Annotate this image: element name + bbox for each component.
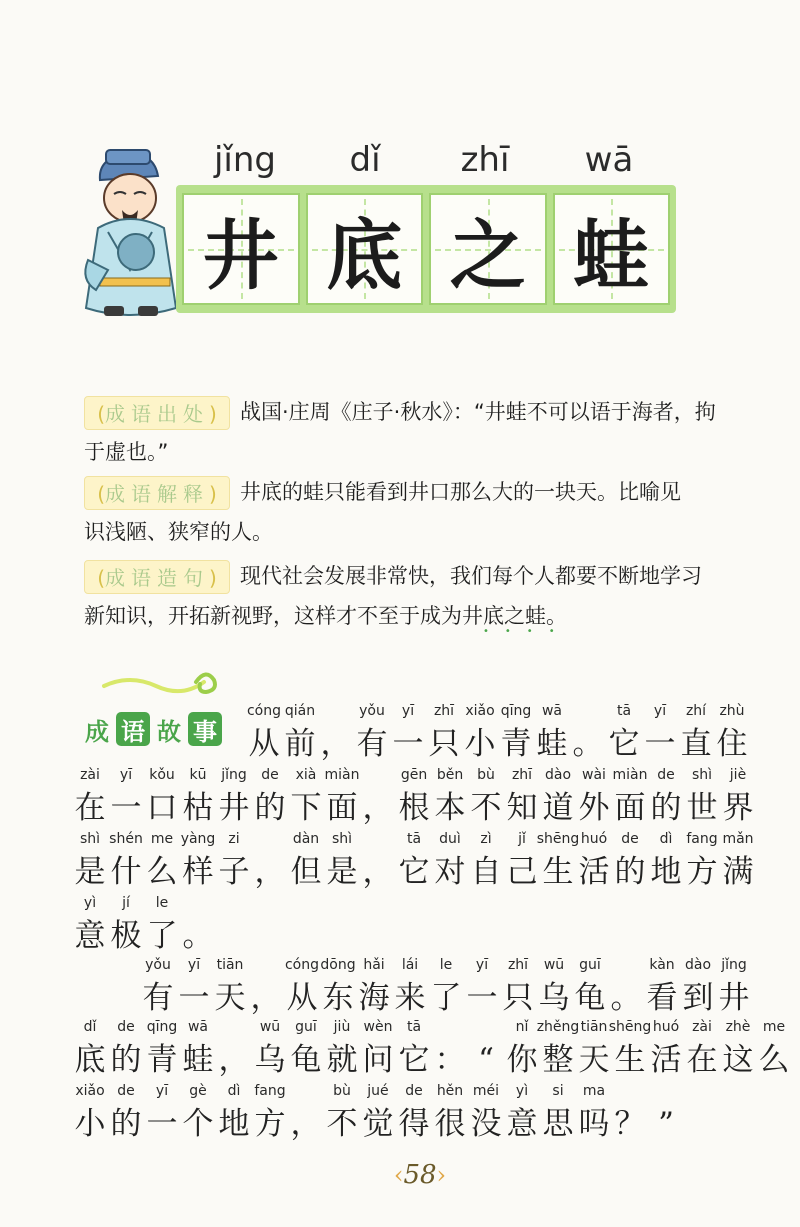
story-char-hanzi: 己 <box>506 854 538 890</box>
story-char-hanzi: 。 <box>610 980 642 1016</box>
story-char-hanzi: ， <box>218 1042 250 1078</box>
story-char-hanzi: ， <box>290 1106 322 1142</box>
story-char-pinyin: shì <box>331 831 353 847</box>
example-tag: (成语造句) <box>84 560 230 594</box>
idiom-source <box>84 392 744 472</box>
story-char-pinyin: de <box>657 767 675 783</box>
story-char-pinyin: yì <box>83 895 97 911</box>
story-char-pinyin: zi <box>228 831 240 847</box>
story-char-pinyin: yī <box>653 703 667 719</box>
story-char-pinyin: wū <box>259 1019 281 1035</box>
story-char-hanzi: 本 <box>434 790 466 826</box>
story-char-hanzi: 一 <box>644 726 676 762</box>
story-char-hanzi: ， <box>254 854 286 890</box>
story-char-pinyin: cóng <box>246 703 282 719</box>
story-char-pinyin: qīng <box>500 703 532 719</box>
story-char-hanzi: 小 <box>74 1106 106 1142</box>
meaning-tag-label: 成语解释 <box>105 482 209 506</box>
story-char-pinyin: bù <box>477 767 495 783</box>
story-char-hanzi: 地 <box>650 854 682 890</box>
story-char-hanzi: 一 <box>146 1106 178 1142</box>
story-char-hanzi: 么 <box>758 1042 790 1078</box>
story-char-hanzi: 活 <box>650 1042 682 1078</box>
story-char-pinyin: de <box>117 1083 135 1099</box>
story-char-hanzi: “ <box>478 1042 494 1078</box>
story-char <box>635 1080 697 1146</box>
story-char-hanzi: 意 <box>74 918 106 954</box>
story-char-pinyin: jiù <box>333 1019 351 1035</box>
story-char-pinyin: méi <box>472 1083 500 1099</box>
story-char-hanzi: 一 <box>110 790 142 826</box>
story-char-pinyin: tā <box>616 703 632 719</box>
story-char-pinyin: kū <box>189 767 207 783</box>
example-tag-label: 成语造句 <box>105 566 209 590</box>
story-char-pinyin: de <box>621 831 639 847</box>
title-char: 井 <box>202 210 279 300</box>
story-char-pinyin: me <box>762 1019 786 1035</box>
story-char-pinyin: zhí <box>685 703 707 719</box>
story-char-hanzi: 蛙 <box>182 1042 214 1078</box>
story-char-hanzi: 方 <box>686 854 718 890</box>
story-char-pinyin: guī <box>295 1019 317 1035</box>
story-char-hanzi: 井 <box>218 790 250 826</box>
story-char-hanzi: ， <box>320 726 352 762</box>
story-char-pinyin: jí <box>122 895 130 911</box>
story-char-hanzi: ， <box>362 854 394 890</box>
title-pinyin-3: zhī <box>460 140 510 180</box>
story-char-pinyin: bù <box>333 1083 351 1099</box>
meaning-tag: (成语解释) <box>84 476 230 510</box>
story-char <box>703 954 765 1020</box>
source-tag-label: 成语出处 <box>105 402 209 426</box>
story-char-pinyin: jǐng <box>221 767 247 783</box>
emphasis-dots: •••• <box>483 626 571 637</box>
cloud-swirl-icon <box>100 664 220 700</box>
story-char-hanzi: 青 <box>500 726 532 762</box>
story-char-pinyin: jué <box>367 1083 389 1099</box>
story-char-pinyin: guī <box>579 957 601 973</box>
story-char-hanzi: 枯 <box>182 790 214 826</box>
story-line <box>0 700 800 766</box>
example-text-line-2: 新知识，开拓新视野，这样才不至于成为井底之蛙。 <box>84 604 567 628</box>
source-tag: (成语出处) <box>84 396 230 430</box>
title-char: 蛙 <box>573 210 650 300</box>
page-number: ‹58› <box>393 1160 447 1190</box>
story-char-pinyin: de <box>117 1019 135 1035</box>
story-char-pinyin: kàn <box>649 957 675 973</box>
title-cell <box>429 193 547 305</box>
story-char-pinyin: dào <box>544 767 572 783</box>
story-char-hanzi: 有 <box>356 726 388 762</box>
story-char-hanzi: 它 <box>398 854 430 890</box>
story-char-pinyin: xiǎo <box>465 703 495 719</box>
story-char-hanzi: 住 <box>716 726 748 762</box>
story-char-pinyin: shì <box>79 831 101 847</box>
story-char-hanzi: 青 <box>146 1042 178 1078</box>
story-char-hanzi: 是 <box>326 854 358 890</box>
story-char-pinyin: me <box>150 831 174 847</box>
title-pinyin-4: wā <box>584 140 634 180</box>
story-char-pinyin: jǐng <box>721 957 747 973</box>
story-char-hanzi: 的 <box>650 790 682 826</box>
story-char-pinyin: lái <box>401 957 419 973</box>
story-char-hanzi: 口 <box>146 790 178 826</box>
story-char-hanzi: 你 <box>506 1042 538 1078</box>
story-char-pinyin: duì <box>439 831 461 847</box>
story-char-hanzi: 不 <box>470 790 502 826</box>
story-char-pinyin <box>635 1080 697 1102</box>
story-char-hanzi: 看 <box>646 980 678 1016</box>
story-char-hanzi: 活 <box>578 854 610 890</box>
story-char-hanzi: 了 <box>146 918 178 954</box>
story-char-hanzi: ， <box>250 980 282 1016</box>
story-char-hanzi: 很 <box>434 1106 466 1142</box>
story-line <box>0 892 800 958</box>
story-char-pinyin: huó <box>580 831 608 847</box>
story-tag-char: 事 <box>188 712 222 746</box>
story-char-hanzi: 面 <box>614 790 646 826</box>
story-char-pinyin: shì <box>691 767 713 783</box>
story-char-hanzi: 天 <box>578 1042 610 1078</box>
story-char-hanzi: 界 <box>722 790 754 826</box>
example-text-line-1: 现代社会发展非常快，我们每个人都要不断地学习 <box>240 564 702 588</box>
story-char-pinyin: shēng <box>608 1019 652 1035</box>
story-char-hanzi: 的 <box>614 854 646 890</box>
story-char-hanzi: 一 <box>392 726 424 762</box>
story-char-hanzi: 根 <box>398 790 430 826</box>
story-char-pinyin: gè <box>189 1083 207 1099</box>
story-char-hanzi: 东 <box>322 980 354 1016</box>
story-char-hanzi: ： <box>434 1042 466 1078</box>
story-char-hanzi: 什 <box>110 854 142 890</box>
story-char-hanzi: 地 <box>218 1106 250 1142</box>
title-char: 底 <box>326 210 403 300</box>
story-char-hanzi: 有 <box>142 980 174 1016</box>
story-char <box>743 1016 800 1082</box>
story-char-hanzi: 前 <box>284 726 316 762</box>
story-tag-char: 成 <box>85 717 109 746</box>
story-char-hanzi: 它 <box>398 1042 430 1078</box>
story-char-pinyin: yī <box>187 957 201 973</box>
story-char-pinyin: fang <box>686 831 718 847</box>
story-char-hanzi: 底 <box>74 1042 106 1078</box>
story-char-hanzi: 天 <box>214 980 246 1016</box>
story-char-hanzi: 蛙 <box>536 726 568 762</box>
story-char-pinyin: zài <box>692 1019 712 1035</box>
story-char-pinyin: dǐ <box>83 1019 97 1035</box>
story-char-pinyin: mǎn <box>722 831 754 847</box>
story-char-hanzi: 从 <box>248 726 280 762</box>
page-number-value: 58 <box>403 1160 437 1190</box>
story-char-hanzi: 自 <box>470 854 502 890</box>
story-char-hanzi: 小 <box>464 726 496 762</box>
story-char-hanzi: ” <box>658 1106 674 1142</box>
story-char-pinyin: běn <box>436 767 464 783</box>
story-char-hanzi: 外 <box>578 790 610 826</box>
story-char-hanzi: 下 <box>290 790 322 826</box>
story-char-pinyin: yàng <box>180 831 216 847</box>
story-char-pinyin: hǎi <box>363 957 385 973</box>
story-char-hanzi: 面 <box>326 790 358 826</box>
story-char-pinyin: gēn <box>400 767 428 783</box>
story-char-hanzi: 道 <box>542 790 574 826</box>
story-char-pinyin: qián <box>284 703 316 719</box>
story-char-hanzi: 么 <box>146 854 178 890</box>
story-char-pinyin: tiān <box>216 957 244 973</box>
story-char-pinyin: wèn <box>363 1019 393 1035</box>
story-char-hanzi: 龟 <box>290 1042 322 1078</box>
title-cell <box>553 193 671 305</box>
story-char-pinyin: nǐ <box>515 1019 529 1035</box>
story-char-hanzi: 生 <box>614 1042 646 1078</box>
story-char-pinyin: jiè <box>729 767 747 783</box>
story-char-pinyin: zì <box>480 831 492 847</box>
story-char-pinyin: le <box>439 957 453 973</box>
story-char-pinyin: xiǎo <box>75 1083 105 1099</box>
story-char-pinyin: dōng <box>320 957 356 973</box>
story-char-hanzi: ？ <box>614 1106 646 1142</box>
story-line <box>0 764 800 830</box>
story-char-pinyin: wā <box>541 703 563 719</box>
story-char-hanzi: 从 <box>286 980 318 1016</box>
story-char-pinyin: de <box>405 1083 423 1099</box>
story-char-pinyin: wā <box>187 1019 209 1035</box>
story-line <box>0 954 800 1020</box>
story-char-pinyin: zhī <box>507 957 529 973</box>
story-line <box>0 1080 800 1146</box>
story-char-pinyin: miàn <box>324 767 360 783</box>
title-pinyin-1: jǐng <box>213 140 277 180</box>
story-char-pinyin: zhù <box>719 703 745 719</box>
story-char-pinyin: kǒu <box>149 767 175 783</box>
story-char-hanzi: 得 <box>398 1106 430 1142</box>
story-char-pinyin: wài <box>582 767 606 783</box>
story-char-hanzi: 来 <box>394 980 426 1016</box>
story-char-hanzi: 问 <box>362 1042 394 1078</box>
story-char-pinyin: si <box>552 1083 564 1099</box>
story-char-hanzi: 的 <box>254 790 286 826</box>
story-char-pinyin: dào <box>684 957 712 973</box>
story-char-pinyin: yǒu <box>145 957 171 973</box>
story-char-hanzi: 意 <box>506 1106 538 1142</box>
story-char-pinyin: zhī <box>511 767 533 783</box>
title-char: 之 <box>449 210 526 300</box>
story-char-hanzi: 一 <box>178 980 210 1016</box>
source-text-line-2: 于虚也。” <box>84 440 169 464</box>
story-char-hanzi: 不 <box>326 1106 358 1142</box>
story-char-pinyin: yǒu <box>359 703 385 719</box>
meaning-text-line-1: 井底的蛙只能看到井口那么大的一块天。比喻见 <box>240 480 681 504</box>
story-line <box>0 828 800 894</box>
story-char-hanzi: 乌 <box>254 1042 286 1078</box>
title-box <box>176 185 676 313</box>
story-char-pinyin: zài <box>80 767 100 783</box>
meaning-text-line-2: 识浅陋、狭窄的人。 <box>84 520 273 544</box>
story-char-hanzi: 样 <box>182 854 214 890</box>
title-cell <box>182 193 300 305</box>
story-char-pinyin: tā <box>406 831 422 847</box>
story-char-hanzi: 没 <box>470 1106 502 1142</box>
story-line <box>0 1016 800 1082</box>
story-char-pinyin: yī <box>475 957 489 973</box>
source-text-line-1: 战国·庄周《庄子·秋水》：“井蛙不可以语于海者，拘 <box>240 400 716 424</box>
story-char-hanzi: 吗 <box>578 1106 610 1142</box>
story-char-hanzi: 一 <box>466 980 498 1016</box>
story-char-pinyin: hěn <box>436 1083 464 1099</box>
story-char-hanzi: 。 <box>572 726 604 762</box>
story-char-hanzi: 到 <box>682 980 714 1016</box>
story-char-hanzi: 这 <box>722 1042 754 1078</box>
story-char-pinyin: tā <box>406 1019 422 1035</box>
story-char-hanzi: 思 <box>542 1106 574 1142</box>
title-pinyin-2: dǐ <box>349 140 381 180</box>
story-char-pinyin: yì <box>515 1083 529 1099</box>
scholar-illustration <box>78 140 190 320</box>
story-tag-char: 故 <box>157 717 181 746</box>
story-char-hanzi: 对 <box>434 854 466 890</box>
story-char-hanzi: 它 <box>608 726 640 762</box>
story-tag-char: 语 <box>116 712 150 746</box>
story-char-pinyin: qīng <box>146 1019 178 1035</box>
story-char-pinyin: yī <box>155 1083 169 1099</box>
story-char <box>167 892 229 958</box>
story-char-hanzi: 直 <box>680 726 712 762</box>
story-char-hanzi: 子 <box>218 854 250 890</box>
story-char <box>701 700 763 766</box>
story-char-hanzi: 海 <box>358 980 390 1016</box>
story-char-pinyin: xià <box>295 767 317 783</box>
story-char-hanzi: 生 <box>542 854 574 890</box>
story-char-pinyin: yī <box>401 703 415 719</box>
story-char-hanzi: 井 <box>718 980 750 1016</box>
story-char-pinyin: dàn <box>292 831 320 847</box>
story-char-pinyin: cóng <box>284 957 320 973</box>
story-char-hanzi: 龟 <box>574 980 606 1016</box>
story-char-hanzi: 世 <box>686 790 718 826</box>
story-char-pinyin: shén <box>109 831 143 847</box>
story-char-pinyin: jǐ <box>518 831 526 847</box>
story-char-pinyin: fang <box>254 1083 286 1099</box>
story-char-hanzi: 知 <box>506 790 538 826</box>
story-char-pinyin: shēng <box>536 831 580 847</box>
story-char-hanzi: 在 <box>74 790 106 826</box>
story-char-hanzi: 了 <box>430 980 462 1016</box>
story-char-pinyin <box>167 892 229 914</box>
story-char-hanzi: 满 <box>722 854 754 890</box>
story-char-hanzi: 是 <box>74 854 106 890</box>
story-char-hanzi: 觉 <box>362 1106 394 1142</box>
story-char-hanzi: 的 <box>110 1106 142 1142</box>
story-char-pinyin: tiān <box>580 1019 608 1035</box>
story-char-pinyin: yī <box>119 767 133 783</box>
story-char-hanzi: 只 <box>502 980 534 1016</box>
story-char-hanzi: 极 <box>110 918 142 954</box>
story-char-hanzi: 在 <box>686 1042 718 1078</box>
story-char-pinyin: zhī <box>433 703 455 719</box>
idiom-meaning <box>84 472 744 552</box>
story-char-pinyin: dì <box>227 1083 241 1099</box>
story-char <box>707 764 769 830</box>
story-char-pinyin: wū <box>543 957 565 973</box>
story-char-hanzi: 乌 <box>538 980 570 1016</box>
story-char-hanzi: 的 <box>110 1042 142 1078</box>
story-char-hanzi: 个 <box>182 1106 214 1142</box>
story-char-pinyin: dì <box>659 831 673 847</box>
idiom-example <box>84 556 744 636</box>
story-char <box>707 828 769 894</box>
story-char-pinyin: ma <box>582 1083 606 1099</box>
title-cell <box>306 193 424 305</box>
story-char-pinyin: le <box>155 895 169 911</box>
story-char-hanzi: ， <box>362 790 394 826</box>
story-char-pinyin: zhè <box>725 1019 751 1035</box>
story-char-hanzi: 只 <box>428 726 460 762</box>
story-char-hanzi: 就 <box>326 1042 358 1078</box>
story-char-pinyin: de <box>261 767 279 783</box>
story-char-pinyin: zhěng <box>536 1019 580 1035</box>
story-char-hanzi: 。 <box>182 918 214 954</box>
story-char-hanzi: 整 <box>542 1042 574 1078</box>
story-char-hanzi: 方 <box>254 1106 286 1142</box>
story-char-pinyin: huó <box>652 1019 680 1035</box>
story-char-hanzi: 但 <box>290 854 322 890</box>
story-char-pinyin: miàn <box>612 767 648 783</box>
